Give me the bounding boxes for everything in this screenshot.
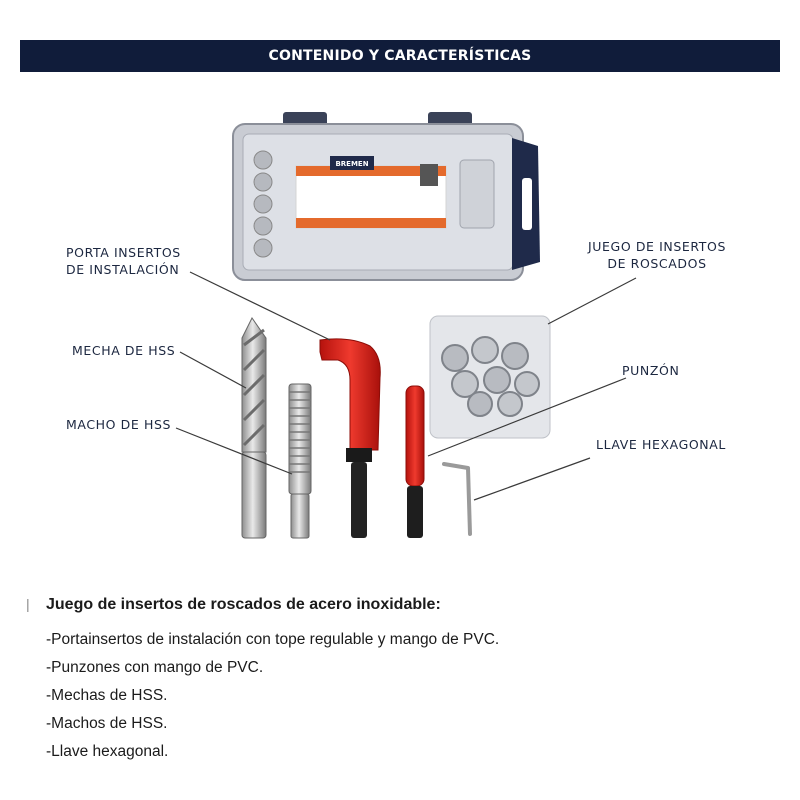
list-item: -Machos de HSS. — [46, 715, 168, 732]
tap — [289, 384, 311, 538]
insert-holder — [320, 339, 380, 538]
description-title: Juego de insertos de roscados de acero inoxidable: — [46, 596, 441, 613]
label-punzon: PUNZÓN — [622, 363, 680, 378]
case-coils — [254, 151, 272, 257]
header-title: CONTENIDO Y CARACTERÍSTICAS — [268, 48, 532, 64]
label-llave: LLAVE HEXAGONAL — [596, 437, 726, 452]
punch — [406, 386, 424, 538]
list-item: -Llave hexagonal. — [46, 743, 169, 760]
list-item: -Portainsertos de instalación con tope regulable y mango de PVC. — [46, 631, 500, 648]
label-juego-insertos: JUEGO DE INSERTOS DE ROSCADOS — [588, 239, 726, 271]
hex-key — [444, 464, 470, 534]
description-list — [46, 626, 786, 766]
list-item: -Punzones con mango de PVC. — [46, 659, 264, 676]
label-macho: MACHO DE HSS — [66, 417, 172, 432]
bullet-bar: | — [26, 596, 30, 612]
inserts-bag — [430, 316, 550, 438]
description — [26, 596, 786, 766]
case-brand: BREMEN — [335, 160, 369, 168]
label-porta-insertos: PORTA INSERTOS DE INSTALACIÓN — [66, 245, 181, 277]
label-mecha: MECHA DE HSS — [72, 343, 176, 358]
plastic-case — [233, 112, 540, 280]
list-item: -Mechas de HSS. — [46, 687, 168, 704]
drill-bit — [242, 318, 266, 538]
description-header — [26, 596, 786, 622]
